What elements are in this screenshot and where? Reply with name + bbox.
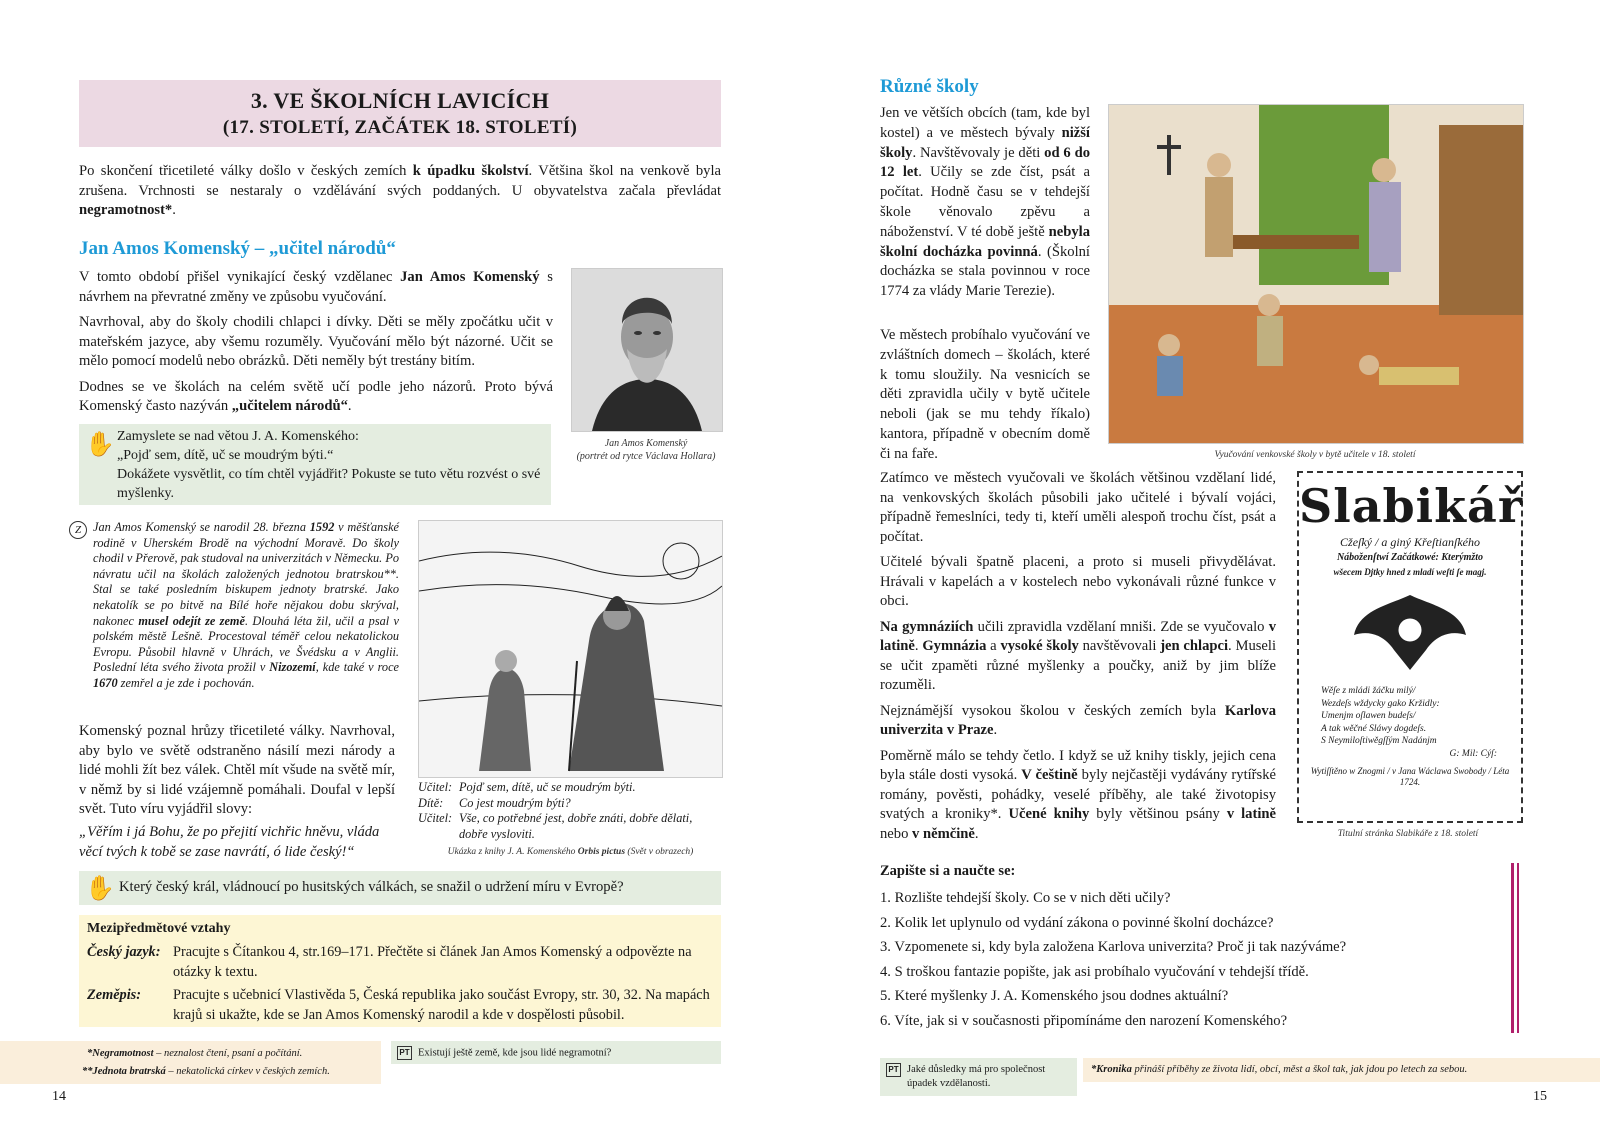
schools-paragraph-7: Poměrně málo se tehdy četlo. I když se už knihy tiskly, jejich cena byla stále dosti vysoká. V češtině byly nejčastěji vydávány rytířské romány, pověsti, pohádky, veselé příběhy, ale také životopisy svatých a kroniky*. Učené knihy byly většinou psány v latině nebo v němčině.	[880, 747, 1276, 842]
schools-paragraph-6: Nejznámější vysokou školou v českých zemích byla Karlova univerzita v Praze.	[880, 702, 1276, 738]
right-paragraphs	[880, 469, 1276, 844]
pt-left-question: Existují ještě země, kde jsou lidé negramotní?	[418, 1047, 612, 1059]
king-question: Který český král, vládnoucí po husitských válkách, se snažil o udržení míru v Evropě?	[119, 879, 624, 895]
task-item: 1. Rozlište tehdejší školy. Co se v nich děti učily?	[880, 890, 1171, 906]
woodcut-dialog: Učitel: Pojď sem, dítě, uč se moudrým býti. Dítě: Co jest moudrým býti? Učitel: Vše, co potřebné jest, dobře znáti, dobře dělati, dobře vysloviti.	[418, 780, 693, 841]
orbis-pictus-woodcut	[418, 520, 723, 778]
pt-right-question: Jaké důsledky má pro společnost úpadek vzdělanosti.	[907, 1064, 1046, 1089]
woodcut-caption: Ukázka z knihy J. A. Komenského Orbis pictus (Svět v obrazech)	[447, 847, 694, 857]
schools-paragraph-4: Učitelé bývali špatně placeni, a proto si museli přivydělávat. Hrávali v kapelách a v kostelech nebo vykonávali různé funkce v obci.	[880, 554, 1276, 609]
tasks-rule-2	[1517, 863, 1519, 1033]
task-item: 2. Kolik let uplynulo od vydání zákona o povinné školní docházce?	[880, 914, 1274, 931]
slabikar-caption: Titulní stránka Slabikáře z 18. století	[1337, 829, 1479, 839]
komensky-peace-paragraph: Komenský poznal hrůzy třicetileté války. Navrhoval, aby bylo ve světě odstraněno násilí mezi národy a lidé mohli žít bez válek. Chtěl mít všude na světě mír, v němž by si lidé vzájemně pomáhali. Doufal v lepší svět. Tuto víru vyjádřil slovy:	[79, 723, 395, 817]
think-box	[79, 424, 551, 505]
pt-badge: PT	[397, 1046, 412, 1060]
tasks-rule	[1511, 863, 1514, 1033]
tasks-box	[880, 863, 1500, 1033]
schools-heading: Různé školy	[880, 76, 979, 97]
intro-paragraph: Po skončení třicetileté války došlo v českých zemích k úpadku školství. Většina škol na venkově byla zrušena. Vrchnosti se nestaraly o vzdělávání svých poddaných. U obyvatelstva začala převládat negramotnost*.	[79, 163, 721, 218]
komensky-portrait	[571, 268, 723, 432]
chapter-subtitle: (17. STOLETÍ, ZAČÁTEK 18. STOLETÍ)	[222, 117, 578, 138]
schools-paragraph-2: Ve městech probíhalo vyučování ve zvláštních domech – školách, které k tomu sloužily. Na vesnicích se děti zpravidla učily v bytě učitele neboli (jak se mu tehdy říkalo) kantora, případně v obecním domě či na faře.	[880, 327, 1090, 462]
footnote-right: *Kronika přináší příběhy ze života lidí, obcí, měst a škol tak, jak jdou po letech za sebou.	[1083, 1058, 1600, 1082]
tasks-title: Zapište si a naučte se:	[880, 863, 1016, 879]
cross-row-czech: Český jazyk: Pracujte s Čítankou 4, str.169–171. Přečtěte si článek Jan Amos Komenský a odpovězte na otázky k textu.	[87, 944, 692, 980]
chapter-title: 3. VE ŠKOLNÍCH LAVICÍCH	[250, 88, 550, 113]
cross-row-geography: Zeměpis: Pracujte s učebnicí Vlastivěda 5, Česká republika jako součást Evropy, str. 30, 32. Na mapách krajů si ukažte, kde se Jan Amos Komenský narodil a kde v dospělosti působil.	[87, 987, 710, 1023]
slabikar-title: Slabikář	[1299, 479, 1524, 533]
village-school-illustration	[1108, 104, 1524, 444]
hand-icon: ✋	[85, 876, 115, 902]
hand-icon: ✋	[85, 432, 115, 458]
komensky-quote: „Věřím i já Bohu, že po přejití vichřic hněvu, vláda věcí tvých k tobě se zase navrátí, ó lide český!“	[79, 824, 380, 860]
cross-curricular-title: Mezipředmětové vztahy	[87, 921, 231, 936]
schools-paragraph-5: Na gymnáziích učili zpravidla vzdělaní mniši. Zde se vyučovalo v latině. Gymnázia a vysoké školy navštěvovali jen chlapci. Museli se učit zpaměti různé myšlenky a poučky, aniž by jim blíže rozuměli.	[880, 618, 1277, 693]
pt-left-box	[391, 1041, 721, 1064]
footnotes-left: *Negramotnost – neznalost čtení, psaní a počítání. **Jednota bratrská – nekatolická církev v českých zemích.	[0, 1041, 381, 1084]
chapter-title-box	[79, 80, 721, 147]
task-item: 5. Které myšlenky J. A. Komenského jsou dodnes aktuální?	[880, 988, 1229, 1004]
think-box-line1: Zamyslete se nad větou J. A. Komenského:	[117, 429, 359, 444]
pt-badge: PT	[886, 1063, 901, 1077]
komensky-biography: Jan Amos Komenský se narodil 28. března 1592 v měšťanské rodině v Uherském Brodě na východní Moravě. Do školy chodil v Přerově, pak studoval na univerzitách v Německu. Po návratu učil na školách založených jednotou bratrskou**. Stal se také posledním biskupem jednoty bratrské. Jako nekatolík se po bitvě na Bílé hoře nějakou dobu skrýval, nakonec musel odejít ze země. Dlouhá léta žil, učil a psal v polském městě Lešně. Procestoval téměř celou nekatolickou Evropu. Působil hlavně v Uhrách, ve Švédsku a v Anglii. Poslední léta svého života prožil v Nizozemí, kde také v roce 1670 zemřel a je zde i pochován.	[93, 520, 400, 690]
task-item: 3. Vzpomenete si, kdy byla založena Karlova univerzita? Proč ji tak nazýváme?	[880, 939, 1347, 955]
slabikar-title-page: Slabikář Cžeſký / a giný Křeſtianſkého Náboženſtwí Začátkowé: Kterýmžto wšecem Djtky hned z mladí weſti ſe magj. Wěſe z mládi žáčku milý/ Wezdeſs wždycky gako Kržidly: Umenjm oſlawen budeſs/ A tak wěčné Sláwy dogdeſs. S Neymiloſtiwěgſſým Nadánjm G: Mil: Cýſ: Wytiſſtěno w Znogmi / v Jana Wáclawa Swobody / Léta 1724.	[1297, 471, 1523, 823]
task-item: 4. S troškou fantazie popište, jak asi probíhalo vyučování v tehdejší třídě.	[880, 963, 1309, 980]
think-box-line3: Dokážete vysvětlit, co tím chtěl vyjádřit? Pokuste se tuto větu rozvést o své myšlenky.	[117, 467, 541, 501]
page-number-right: 15	[1533, 1089, 1547, 1104]
komensky-paragraphs: V tomto období přišel vynikající český vzdělanec Jan Amos Komenský s návrhem na převratné změny ve způsobu vyučování. Navrhoval, aby do školy chodili chlapci i dívky. Děti se měly zpočátku učit v mateřském jazyce, aby všemu rozuměly. Vyučování mělo být názorné. Učit se mělo pomocí modelů nebo obrázků. Děti neměly být trestány bitím. Dodnes se ve školách na celém světě učí podle jeho názorů. Proto bývá Komenský často nazýván „učitelem národů“.	[79, 269, 553, 414]
bio-marker-icon: Z	[69, 521, 87, 539]
page-number-left: 14	[52, 1089, 66, 1104]
schools-paragraph-3: Zatímco ve městech vyučovali ve školách většinou vzdělaní lidé, na venkovských školách působili jako učitelé i bývalí vojáci, případně řemeslníci, tedy ti, kteří uměli alespoň trochu číst, psát a počítat.	[880, 470, 1276, 545]
eagle-emblem-icon	[1299, 580, 1521, 680]
schools-paragraph-1: Jen ve větších obcích (tam, kde byl kostel) a ve městech bývaly nižší školy. Navštěvovaly je děti od 6 do 12 let. Učily se zde číst, psát a počítat. Hodně času se v tehdejší škole věnovalo zpěvu a náboženství. V té době ještě nebyla školní docházka povinná. (Školní docházka se stala povinnou v roce 1774 za vlády Marie Terezie).	[880, 105, 1090, 300]
task-item: 6. Víte, jak si v současnosti připomínáme den narození Komenského?	[880, 1012, 1288, 1029]
komensky-heading: Jan Amos Komenský – „učitel národů“	[79, 238, 396, 259]
classroom-caption: Vyučování venkovské školy v bytě učitele v 18. století	[1214, 450, 1416, 460]
cross-curricular-box	[79, 915, 721, 1027]
king-question-box	[79, 871, 721, 905]
portrait-caption: Jan Amos Komenský (portrét od rytce Václava Hollara)	[576, 438, 716, 462]
think-box-line2: „Pojď sem, dítě, uč se moudrým býti.“	[117, 448, 334, 463]
pt-right-box	[880, 1058, 1077, 1096]
